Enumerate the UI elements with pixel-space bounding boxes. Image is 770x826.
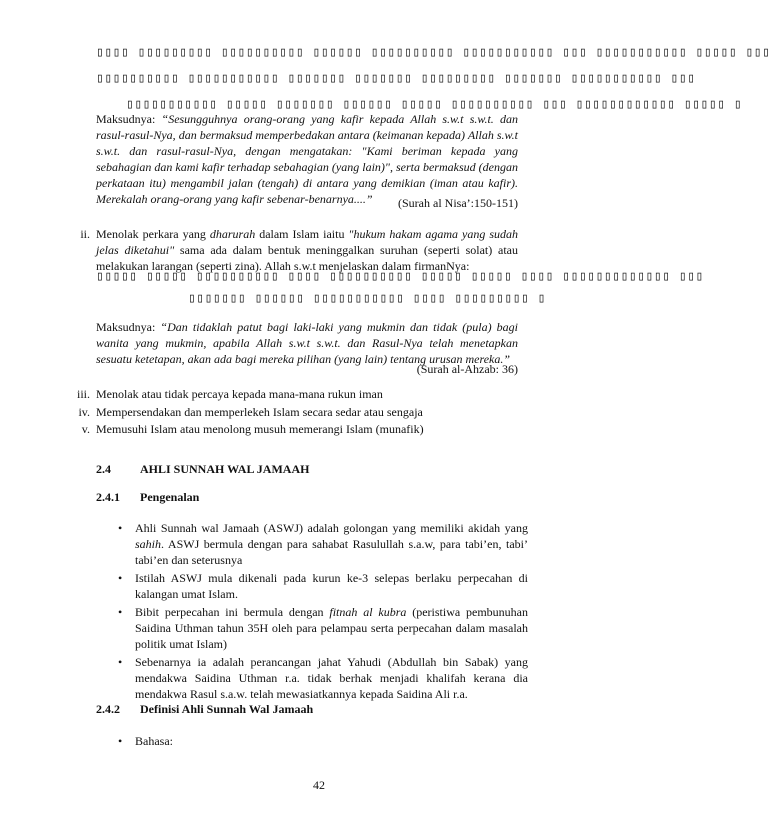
section-title: Pengenalan [140, 490, 200, 504]
arabic-verse-line: ▯▯▯▯▯▯▯▯▯▯▯ ▯▯▯▯▯ ▯▯▯▯▯▯▯ ▯▯▯▯▯▯ ▯▯▯▯▯ ▯▯▯▯▯▯▯▯▯▯ ▯▯▯ ▯▯▯▯▯▯▯▯▯▯▯▯ ▯▯▯▯▯ ▯ [126, 97, 743, 112]
arabic-verse-line: ▯▯▯▯▯▯▯ ▯▯▯▯▯▯ ▯▯▯▯▯▯▯▯▯▯▯ ▯▯▯▯ ▯▯▯▯▯▯▯▯▯ ▯ [187, 291, 546, 306]
section-title: Definisi Ahli Sunnah Wal Jamaah [140, 702, 314, 716]
section-number: 2.4.2 [96, 702, 120, 716]
list-item-text: Menolak perkara yang dharurah dalam Islam iaitu "hukum hakam agama yang sudah jelas diketahui" sama ada dalam bentuk meninggalkan suruhan (seperti solat) atau melakukan larangan (seperti zina). Allah s.w.t menjelaskan dalam firmanNya: [96, 227, 519, 273]
list-item: • Bibit perpecahan ini bermula dengan fitnah al kubra (peristiwa pembunuhan Saidina Uthman tahun 35H oleh para pelampau serta perpecahan dalam masalah politik umat Islam) [118, 605, 528, 651]
arabic-verse-line: ▯▯▯▯▯ ▯▯▯▯▯ ▯▯▯▯▯▯▯▯▯▯ ▯▯▯▯ ▯▯▯▯▯▯▯▯▯▯ ▯▯▯▯▯ ▯▯▯▯▯ ▯▯▯▯ ▯▯▯▯▯▯▯▯▯▯▯▯▯ ▯▯▯ [96, 269, 704, 284]
list-item: • Bahasa: [118, 734, 173, 748]
bullet-icon: • [118, 571, 123, 585]
bullet-icon: • [118, 734, 123, 748]
translation-paragraph [96, 111, 518, 207]
list-number: ii. [80, 227, 90, 241]
section-number: 2.4 [96, 462, 111, 476]
translation-label: Maksudnya: [96, 320, 161, 334]
page-number: 42 [313, 778, 325, 792]
translation-label: Maksudnya: [96, 112, 162, 126]
translation-quote: “Sesungguhnya orang-orang yang kafir kepada Allah s.w.t s.w.t. dan rasul-rasul-Nya, dan bermaksud memperbedakan antara (keimanan kepada) Allah s.w.t s.w.t. dan rasul-rasul-Nya, dengan mengatakan: "Kami beriman kepada yang sebahagian dan kami kafir terhadap sebahagian (yang lain)", serta bermaksud (dengan perkataan itu) mengambil jalan (tengah) di antara yang demikian (iman atau kafir). Merekalah orang-orang yang kafir sebenar-benarnya....” [96, 112, 518, 206]
list-number: v. [81, 422, 90, 436]
arabic-verse-line: ▯▯▯▯▯▯▯▯▯▯ ▯▯▯▯▯▯▯▯▯▯▯ ▯▯▯▯▯▯▯ ▯▯▯▯▯▯▯ ▯▯▯▯▯▯▯▯▯ ▯▯▯▯▯▯▯ ▯▯▯▯▯▯▯▯▯▯▯ ▯▯▯ [96, 71, 696, 86]
bullet-icon: • [118, 605, 123, 619]
list-item [60, 421, 530, 437]
verse-source: (Surah al-Ahzab: 36) [416, 362, 518, 376]
arabic-verse-line: ▯▯▯▯ ▯▯▯▯▯▯▯▯▯ ▯▯▯▯▯▯▯▯▯▯ ▯▯▯▯▯▯ ▯▯▯▯▯▯▯▯▯▯ ▯▯▯▯▯▯▯▯▯▯▯ ▯▯▯ ▯▯▯▯▯▯▯▯▯▯▯ ▯▯▯▯▯ ▯▯▯ [96, 45, 770, 60]
section-title: AHLI SUNNAH WAL JAMAAH [140, 462, 310, 476]
verse-source: (Surah al Nisa’:150-151) [398, 196, 518, 210]
bullet-icon: • [118, 521, 123, 535]
translation-paragraph [96, 319, 518, 367]
list-item-text: Memusuhi Islam atau menolong musuh memerangi Islam (munafik) [96, 422, 424, 436]
section-number: 2.4.1 [96, 490, 120, 504]
list-item [60, 404, 530, 420]
section-heading [96, 462, 309, 477]
bullet-list [118, 520, 528, 704]
subsection-heading [96, 490, 199, 505]
list-item [60, 386, 530, 402]
list-item-text: Mempersendakan dan memperlekeh Islam secara sedar atau sengaja [96, 405, 423, 419]
list-item: • Istilah ASWJ mula dikenali pada kurun ke-3 selepas berlaku perpecahan di kalangan umat Islam. [118, 571, 528, 601]
list-item: • Ahli Sunnah wal Jamaah (ASWJ) adalah golongan yang memiliki akidah yang sahih. ASWJ bermula dengan para sahabat Rasulullah s.a.w, para tabi’en, tabi’ tabi’en dan seterusnya [118, 521, 528, 567]
list-item-text: Menolak atau tidak percaya kepada mana-mana rukun iman [96, 387, 383, 401]
list-item: • Sebenarnya ia adalah perancangan jahat Yahudi (Abdullah bin Sabak) yang mendakwa Saidina Uthman r.a. tidak berhak menjadi khalifah kerana dia mendakwa Rasul s.a.w. telah mewasiatkannya kepada Saidina Ali r.a. [118, 655, 528, 701]
list-number: iv. [78, 405, 90, 419]
bullet-list [118, 733, 528, 751]
translation-quote: “Dan tidaklah patut bagi laki-laki yang mukmin dan tidak (pula) bagi wanita yang mukmin, apabila Allah s.w.t s.w.t. dan Rasul-Nya telah menetapkan sesuatu ketetapan, akan ada bagi mereka pilihan (yang lain) tentang urusan mereka.” [96, 320, 518, 366]
list-number: iii. [76, 387, 90, 401]
list-item [60, 226, 518, 274]
bullet-icon: • [118, 655, 123, 669]
subsection-heading [96, 702, 313, 717]
